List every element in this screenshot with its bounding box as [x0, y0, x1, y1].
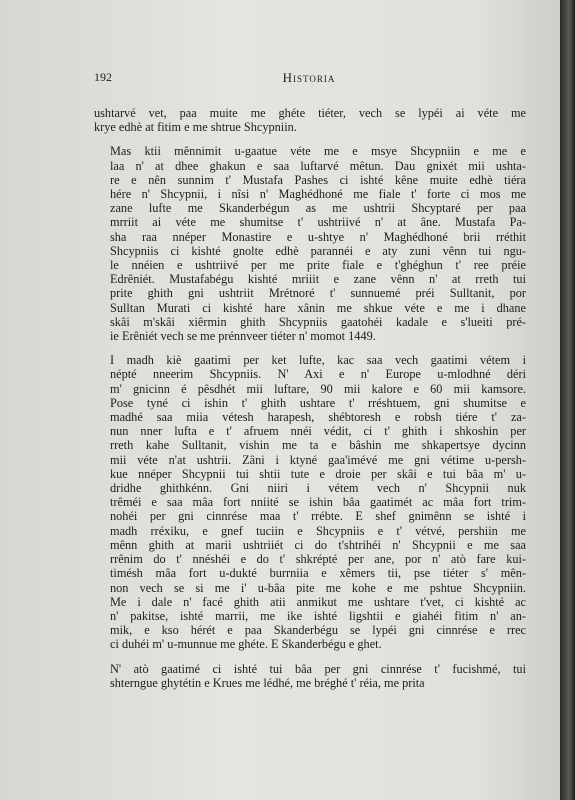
- page-header: [94, 70, 524, 88]
- text-line: Shcypniis ci kishté gnolte edhè parannéi e aty zuni vênn tui ngu-: [110, 243, 526, 258]
- paragraph: [94, 353, 526, 651]
- text-line: mii véte n'at ushtrii. Zâni i ktyné gaa'imévé me gni vétime u-persh-: [110, 452, 526, 467]
- page-number: 192: [94, 70, 112, 84]
- paragraph: [94, 662, 526, 690]
- text-line: le nnéien e ushtriivé per me prite fiale e t'ghéghun t' ree préie: [110, 258, 526, 273]
- text-line: trêméi e saa mâa fort nniité se ishin bâa gaatimét ac mâa fort trim-: [110, 495, 526, 510]
- text-line: re e nên sunnim t' Mustafa Pashes ci ishté kêne muite edhè tiéra: [110, 172, 526, 187]
- text-line: madhé saa miia vétesh harapesh, shébtoresh e robsh tiére t' za-: [110, 410, 526, 425]
- text-line: prite ghith gni ushtriit Mrétnoré t' sunnuemé préi Sulltanit, por: [110, 286, 526, 301]
- text-line: m' gnicinn é pêsdhét mii luftare, 90 mii kalore e 60 mii kamsore.: [110, 381, 526, 396]
- text-line: madh rréxiku, e gnef tuciin e Shcypniis e t' vétvé, pershiin me: [110, 523, 526, 538]
- text-line: krye edhè at fitim e me shtrue Shcypniin.: [94, 120, 297, 135]
- text-line: mrriit ai véte me shumitse t' ushtriivé n' at âne. Mustafa Pa-: [110, 215, 526, 230]
- text-line: ci duhéi m' u-munnue me ghéte. E Skanderbégu e ghet.: [110, 637, 382, 652]
- text-line: ushtarvé vet, paa muite me ghéte tiéter, vech se lypéi ai véte me: [94, 106, 526, 120]
- text-line: nun nner lufta e t' afruem nnéi védit, ci t' ghith i shkoshin per: [110, 424, 526, 439]
- text-line: dridhe ghithkénn. Gni niiri i vétem vech n' Shcypnii nuk: [110, 481, 526, 496]
- text-line: Sulltan Murati ci kishté hare xânin me shkue véte e me i dhane: [110, 300, 526, 315]
- running-title: Historia: [282, 70, 336, 85]
- text-line: I madh kiè gaatimi per ket lufte, kac saa vech gaatimi vétem i: [110, 353, 526, 368]
- text-line: Edrêniét. Mustafabégu kishté mriiit e zane vênn n' at rreth tui: [110, 272, 526, 287]
- body-text: [94, 106, 526, 700]
- text-line: mênn ghith at marii ushtriiét ci do t'shtrihéi n' Shcypnii e me saa: [110, 537, 526, 552]
- text-line: ie Erêniét vech se me prénnveer tiéter n' momot 1449.: [110, 329, 376, 344]
- text-line: shterngue ghytétin e Krues me lédhé, me bréghé t' réia, me prita: [110, 675, 425, 690]
- text-line: hére n' Shcypnii, i nîsi n' Maghédhoné me fiale t' forte ci mos me: [110, 187, 526, 202]
- text-line: rrênim do t' nnéshéi e do t' shkrépté per ane, por n' atò fare kui-: [110, 552, 526, 567]
- text-line: Me i dale n' facé ghith atii anmikut me ushtare t'vet, ci kishté ac: [110, 594, 526, 609]
- text-line: nohéi per gni cinnrése maa t' rrébte. E shef gnimênn se ishté i: [110, 509, 526, 524]
- text-line: N' atò gaatimé ci ishté tui bâa per gni cinnrése t' fucishmé, tui: [110, 661, 526, 676]
- text-line: non vech se si me i' u-bâa pite me kohe e me pshtue Shcypniin.: [110, 580, 526, 595]
- text-line: Mas ktii mênnimit u-gaatue véte me e msye Shcypniin e me e: [110, 144, 526, 159]
- paragraph: [94, 144, 526, 343]
- text-line: zane lufte me Skanderbégun as me ushtrii Shcyptaré per paa: [110, 201, 526, 216]
- text-line: timésh mâa fort u-dukté burrniia e xêmers tii, pse tiéter s' mên-: [110, 566, 526, 581]
- text-line: mik, e kso hérét e paa Skanderbégu se lypéi gni cinnrése e rrec: [110, 623, 526, 638]
- text-line: n' pakitse, ishté marrii, me ike ishté ligshtii e giahéi fitim n' an-: [110, 608, 526, 623]
- text-line: sha raa nnéper Monastire e u-shtye n' Maghédhoné brii rréthit: [110, 229, 526, 244]
- text-line: skâi m'skâi xiêrmin ghith Shcypniis gaatohéi kadale e s'lueiti pré-: [110, 314, 526, 329]
- book-spine: [560, 0, 575, 800]
- text-line: kue nnéper Shcypnii tui shtii tute e droie per skâi e tui bâa m' u-: [110, 466, 526, 481]
- paragraph: [94, 106, 526, 134]
- text-line: népté nneerim Shcypniis. N' Axi e n' Europe u-mlodhné déri: [110, 367, 526, 382]
- text-line: rreth kahe Sulltanit, vishin me ta e bâshin me shkapertsye dycinn: [110, 438, 526, 453]
- text-line: laa n' at dhee ghakun e saa luftarvé mêtun. Dau gnixét mii ushta-: [110, 158, 526, 173]
- text-line: Pose tyné ci ishin t' ghith ushtare t' rréshtuem, gni shumitse e: [110, 395, 526, 410]
